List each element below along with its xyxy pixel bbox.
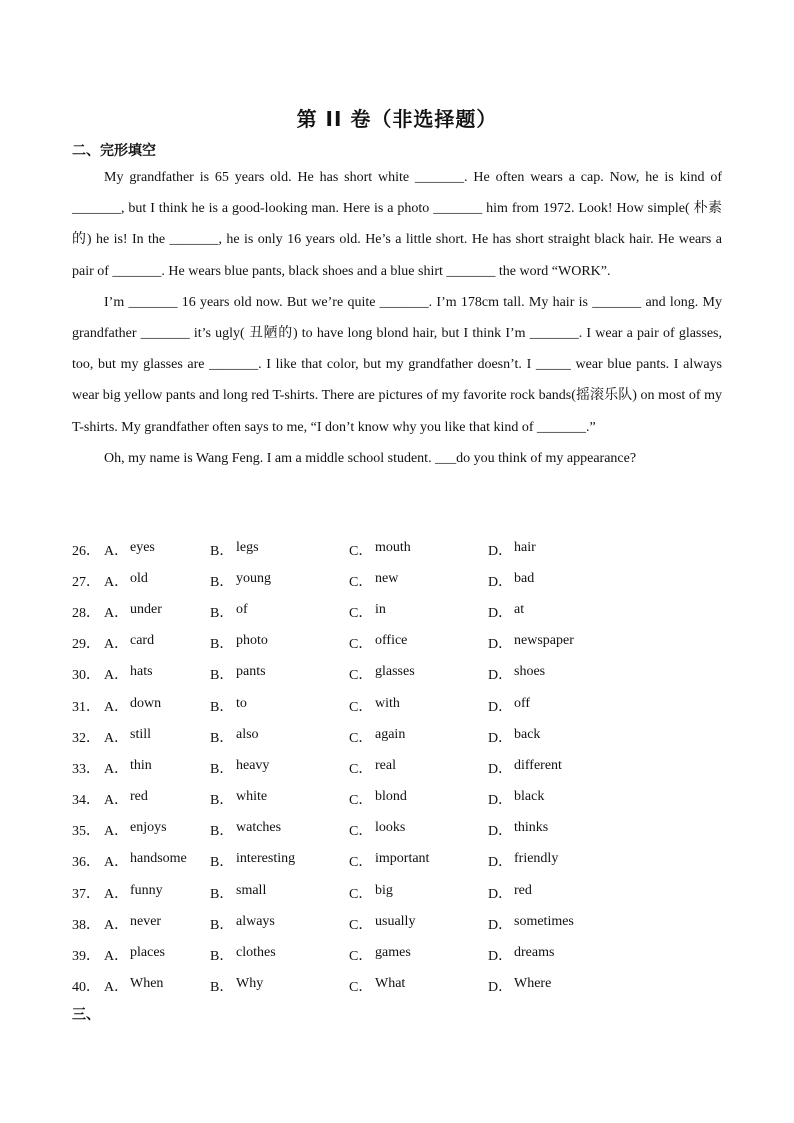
- option-text: When: [130, 976, 164, 992]
- option-a[interactable]: [104, 976, 210, 996]
- option-letter: C．: [349, 637, 373, 653]
- option-letter: C．: [349, 793, 373, 809]
- option-a[interactable]: [104, 851, 210, 871]
- option-c[interactable]: [349, 727, 488, 747]
- option-d[interactable]: [488, 727, 648, 747]
- option-d[interactable]: [488, 945, 648, 965]
- option-text: shoes: [514, 664, 546, 680]
- option-c[interactable]: [349, 571, 488, 591]
- option-c[interactable]: [349, 976, 488, 996]
- option-d[interactable]: [488, 820, 648, 840]
- option-c[interactable]: [349, 633, 488, 653]
- option-letter: B．: [210, 668, 234, 684]
- option-text: real: [375, 757, 396, 773]
- option-a[interactable]: [104, 633, 210, 653]
- option-letter: C．: [349, 543, 373, 559]
- option-c[interactable]: [349, 789, 488, 809]
- option-letter: A．: [104, 949, 129, 965]
- option-text: friendly: [514, 851, 559, 867]
- option-letter: C．: [349, 761, 373, 777]
- option-b[interactable]: [210, 820, 349, 840]
- option-letter: B．: [210, 761, 234, 777]
- question-row: [72, 846, 732, 877]
- option-text: black: [514, 789, 545, 805]
- option-text: hats: [130, 664, 153, 680]
- option-letter: A．: [104, 761, 129, 777]
- question-number: 26．: [72, 543, 100, 559]
- option-text: at: [514, 601, 525, 617]
- option-b[interactable]: [210, 540, 349, 560]
- option-c[interactable]: [349, 914, 488, 934]
- option-letter: D．: [488, 637, 513, 653]
- option-letter: C．: [349, 886, 373, 902]
- option-text: old: [130, 570, 148, 586]
- option-letter: B．: [210, 980, 234, 996]
- option-text: legs: [236, 539, 259, 555]
- option-text: pants: [236, 664, 266, 680]
- option-letter: C．: [349, 917, 373, 933]
- option-text: white: [236, 789, 268, 805]
- option-c[interactable]: [349, 883, 488, 903]
- option-text: usually: [375, 913, 416, 929]
- option-letter: D．: [488, 793, 513, 809]
- question-number: 27．: [72, 574, 100, 590]
- question-number: 29．: [72, 637, 100, 653]
- option-letter: A．: [104, 917, 129, 933]
- option-b[interactable]: [210, 571, 349, 591]
- option-text: also: [236, 726, 259, 742]
- section-heading-3: 三、: [72, 1007, 100, 1023]
- option-a[interactable]: [104, 664, 210, 684]
- option-text: different: [514, 757, 562, 773]
- option-letter: D．: [488, 730, 513, 746]
- option-b[interactable]: [210, 633, 349, 653]
- option-letter: B．: [210, 824, 234, 840]
- option-text: dreams: [514, 945, 555, 961]
- option-text: hair: [514, 539, 536, 555]
- option-text: games: [375, 945, 411, 961]
- option-text: clothes: [236, 945, 276, 961]
- option-text: funny: [130, 882, 163, 898]
- option-letter: B．: [210, 886, 234, 902]
- option-c[interactable]: [349, 851, 488, 871]
- option-a[interactable]: [104, 883, 210, 903]
- option-text: glasses: [375, 664, 415, 680]
- option-text: big: [375, 882, 393, 898]
- option-letter: A．: [104, 637, 129, 653]
- option-b[interactable]: [210, 789, 349, 809]
- option-text: card: [130, 633, 155, 649]
- option-text: always: [236, 913, 275, 929]
- question-row: [72, 971, 732, 1002]
- option-letter: D．: [488, 949, 513, 965]
- option-d[interactable]: [488, 883, 648, 903]
- option-text: again: [375, 726, 406, 742]
- option-a[interactable]: [104, 696, 210, 716]
- option-letter: C．: [349, 980, 373, 996]
- option-text: of: [236, 601, 248, 617]
- option-c[interactable]: [349, 540, 488, 560]
- option-a[interactable]: [104, 571, 210, 591]
- question-number: 40．: [72, 980, 100, 996]
- option-d[interactable]: [488, 696, 648, 716]
- option-text: sometimes: [514, 913, 574, 929]
- options-list: [72, 534, 732, 1002]
- option-text: to: [236, 695, 247, 711]
- option-text: newspaper: [514, 633, 574, 649]
- option-letter: C．: [349, 668, 373, 684]
- option-letter: A．: [104, 668, 129, 684]
- option-b[interactable]: [210, 883, 349, 903]
- option-b[interactable]: [210, 602, 349, 622]
- option-text: thin: [130, 757, 152, 773]
- option-c[interactable]: [349, 602, 488, 622]
- option-letter: A．: [104, 824, 129, 840]
- question-number: 39．: [72, 949, 100, 965]
- option-text: under: [130, 601, 162, 617]
- option-text: office: [375, 633, 408, 649]
- option-letter: A．: [104, 793, 129, 809]
- question-row: [72, 939, 732, 970]
- question-row: [72, 752, 732, 783]
- option-letter: D．: [488, 668, 513, 684]
- option-letter: A．: [104, 543, 129, 559]
- option-text: heavy: [236, 757, 270, 773]
- option-text: red: [514, 882, 532, 898]
- page-title: 第 II 卷（非选择题）: [296, 107, 498, 131]
- question-row: [72, 877, 732, 908]
- option-a[interactable]: [104, 945, 210, 965]
- option-text: in: [375, 601, 386, 617]
- option-c[interactable]: [349, 664, 488, 684]
- question-number: 30．: [72, 668, 100, 684]
- option-a[interactable]: [104, 914, 210, 934]
- option-c[interactable]: [349, 696, 488, 716]
- option-text: enjoys: [130, 820, 167, 836]
- question-number: 36．: [72, 855, 100, 871]
- option-text: What: [375, 976, 406, 992]
- option-text: Why: [236, 976, 264, 992]
- option-text: places: [130, 945, 165, 961]
- option-b[interactable]: [210, 696, 349, 716]
- option-letter: D．: [488, 824, 513, 840]
- option-letter: B．: [210, 793, 234, 809]
- option-c[interactable]: [349, 758, 488, 778]
- question-number: 31．: [72, 699, 100, 715]
- option-letter: C．: [349, 574, 373, 590]
- option-letter: D．: [488, 543, 513, 559]
- option-d[interactable]: [488, 571, 648, 591]
- question-row: [72, 815, 732, 846]
- option-a[interactable]: [104, 758, 210, 778]
- option-letter: B．: [210, 699, 234, 715]
- option-letter: A．: [104, 730, 129, 746]
- option-letter: C．: [349, 855, 373, 871]
- option-a[interactable]: [104, 789, 210, 809]
- option-b[interactable]: [210, 914, 349, 934]
- option-letter: D．: [488, 886, 513, 902]
- option-text: off: [514, 695, 531, 711]
- question-row: [72, 721, 732, 752]
- option-letter: D．: [488, 605, 513, 621]
- option-text: mouth: [375, 539, 411, 555]
- option-letter: D．: [488, 917, 513, 933]
- option-text: young: [236, 570, 271, 586]
- option-letter: B．: [210, 605, 234, 621]
- option-a[interactable]: [104, 602, 210, 622]
- option-b[interactable]: [210, 758, 349, 778]
- option-letter: C．: [349, 730, 373, 746]
- option-letter: A．: [104, 605, 129, 621]
- option-text: new: [375, 570, 399, 586]
- option-text: eyes: [130, 539, 155, 555]
- option-letter: A．: [104, 886, 129, 902]
- question-row: [72, 628, 732, 659]
- option-d[interactable]: [488, 664, 648, 684]
- option-letter: A．: [104, 699, 129, 715]
- option-a[interactable]: [104, 820, 210, 840]
- option-text: with: [375, 695, 400, 711]
- option-letter: D．: [488, 980, 513, 996]
- cloze-passage: [72, 162, 722, 474]
- option-letter: D．: [488, 574, 513, 590]
- option-d[interactable]: [488, 851, 648, 871]
- option-b[interactable]: [210, 976, 349, 996]
- question-row: [72, 908, 732, 939]
- option-d[interactable]: [488, 633, 648, 653]
- option-text: watches: [236, 820, 282, 836]
- question-number: 32．: [72, 730, 100, 746]
- option-text: looks: [375, 820, 406, 836]
- option-text: thinks: [514, 820, 549, 836]
- option-letter: C．: [349, 824, 373, 840]
- question-number: 35．: [72, 824, 100, 840]
- option-text: important: [375, 851, 430, 867]
- option-b[interactable]: [210, 664, 349, 684]
- option-text: never: [130, 913, 162, 929]
- question-number: 37．: [72, 886, 100, 902]
- question-number: 33．: [72, 761, 100, 777]
- option-b[interactable]: [210, 727, 349, 747]
- question-row: [72, 596, 732, 627]
- option-letter: B．: [210, 855, 234, 871]
- option-text: interesting: [236, 851, 296, 867]
- option-d[interactable]: [488, 976, 648, 996]
- option-text: Where: [514, 976, 552, 992]
- question-number: 28．: [72, 605, 100, 621]
- option-letter: B．: [210, 543, 234, 559]
- question-row: [72, 534, 732, 565]
- option-letter: B．: [210, 730, 234, 746]
- option-letter: B．: [210, 637, 234, 653]
- option-d[interactable]: [488, 540, 648, 560]
- option-letter: B．: [210, 949, 234, 965]
- question-row: [72, 659, 732, 690]
- option-d[interactable]: [488, 758, 648, 778]
- option-text: down: [130, 695, 162, 711]
- option-letter: B．: [210, 574, 234, 590]
- section-heading-cloze: 二、完形填空: [72, 143, 156, 159]
- option-text: handsome: [130, 851, 187, 867]
- option-text: blond: [375, 789, 407, 805]
- option-text: photo: [236, 633, 268, 649]
- option-letter: C．: [349, 699, 373, 715]
- passage-paragraph: Oh, my name is Wang Feng. I am a middle school student. ___do you think of my appearance?: [104, 450, 637, 466]
- question-row: [72, 690, 732, 721]
- option-a[interactable]: [104, 540, 210, 560]
- option-letter: B．: [210, 917, 234, 933]
- option-c[interactable]: [349, 820, 488, 840]
- option-letter: D．: [488, 761, 513, 777]
- question-number: 38．: [72, 917, 100, 933]
- option-text: small: [236, 882, 267, 898]
- option-letter: D．: [488, 855, 513, 871]
- question-row: [72, 784, 732, 815]
- option-text: bad: [514, 570, 535, 586]
- option-d[interactable]: [488, 914, 648, 934]
- option-b[interactable]: [210, 851, 349, 871]
- option-letter: A．: [104, 980, 129, 996]
- option-text: red: [130, 789, 148, 805]
- option-letter: A．: [104, 574, 129, 590]
- option-a[interactable]: [104, 727, 210, 747]
- question-number: 34．: [72, 793, 100, 809]
- option-d[interactable]: [488, 602, 648, 622]
- option-text: back: [514, 726, 541, 742]
- option-c[interactable]: [349, 945, 488, 965]
- passage-paragraph: My grandfather is 65 years old. He has short white _______. He often wears a cap. Now, he is kind of _______, but I think he is a good-looking man. Here is a photo _______ him from 1972. Look! How simple( 朴素的) he is! In the _______, he is only 16 years old. He’s a little short. He has short straight black hair. He wears a pair of _______. He wears blue pants, black shoes and a blue shirt _______ the word “WORK”.: [72, 170, 722, 279]
- option-d[interactable]: [488, 789, 648, 809]
- option-text: still: [130, 726, 152, 742]
- question-row: [72, 565, 732, 596]
- option-letter: C．: [349, 949, 373, 965]
- passage-paragraph: I’m _______ 16 years old now. But we’re quite _______. I’m 178cm tall. My hair is _______ and long. My grandfather _______ it’s ugly( 丑陋的) to have long blond hair, but I think I’m _______. I wear a pair of glasses, too, but my glasses are _______. I like that color, but my grandfather doesn’t. I _____ wear blue pants. I always wear big yellow pants and long red T-shirts. There are pictures of my favorite rock bands(摇滚乐队) on most of my T-shirts. My grandfather often says to me, “I don’t know why you like that kind of _______.”: [72, 294, 722, 435]
- option-letter: C．: [349, 605, 373, 621]
- option-b[interactable]: [210, 945, 349, 965]
- option-letter: A．: [104, 855, 129, 871]
- option-letter: D．: [488, 699, 513, 715]
